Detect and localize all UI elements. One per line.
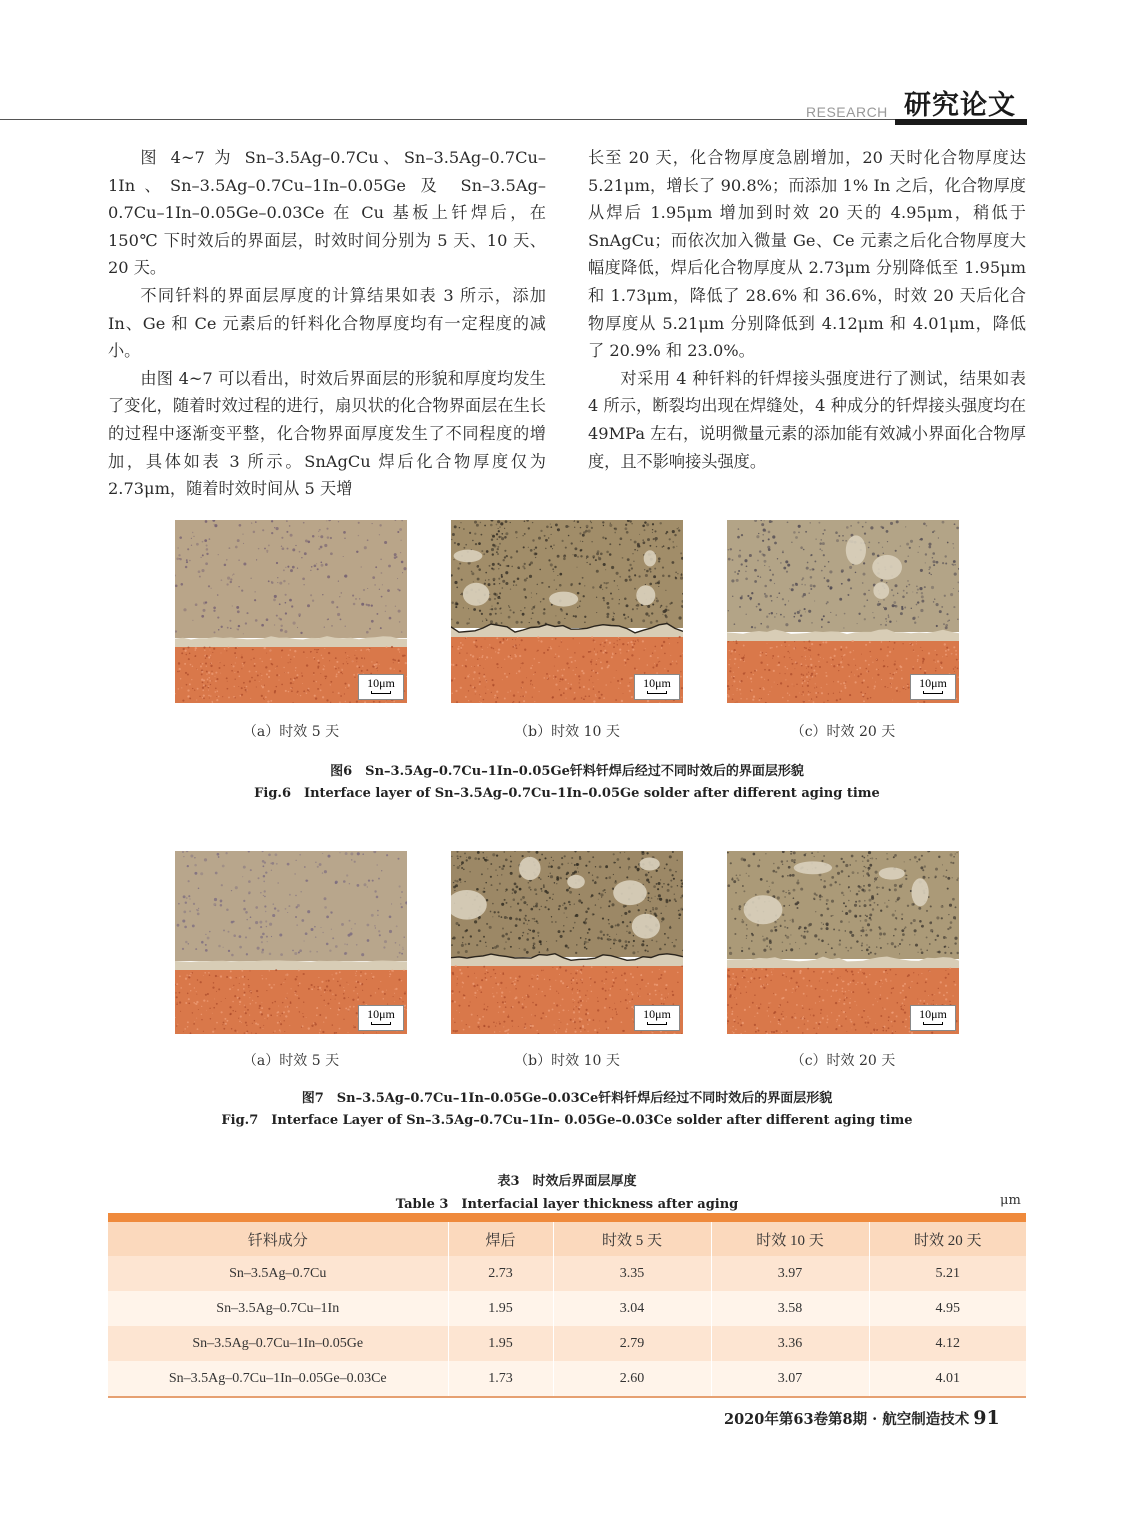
table-cell: 3.36 — [711, 1326, 869, 1361]
micrograph-fig6-b — [451, 520, 683, 703]
column-header: 时效 10 天 — [711, 1222, 869, 1256]
table-header-row — [108, 1222, 1026, 1256]
micrograph-fig6-c — [727, 520, 959, 703]
table-row — [108, 1291, 1026, 1326]
table-cell: 3.07 — [711, 1361, 869, 1397]
paragraph: 图 4~7 为 Sn–3.5Ag–0.7Cu、Sn–3.5Ag–0.7Cu–1In、Sn–3.5Ag–0.7Cu–1In–0.05Ge 及 Sn–3.5Ag–0.7Cu–1In–0.05Ge–0.03Ce 在 Cu 基板上钎焊后，在 150℃ 下时效后的界面层，时效时间分别为 5 天、10 天、20 天。 — [108, 148, 546, 278]
subcaption: （c）时效 20 天 — [790, 1053, 896, 1069]
scale-bar: 10μm — [634, 674, 680, 700]
body-column-left — [108, 144, 546, 503]
table-cell: Sn–3.5Ag–0.7Cu–1In — [108, 1291, 448, 1326]
figure-caption-en: Fig.6 Interface layer of Sn–3.5Ag–0.7Cu–1In–0.05Ge solder after different aging time — [254, 786, 880, 801]
subcaption: （c）时效 20 天 — [790, 724, 896, 740]
page-number: 91 — [973, 1407, 1000, 1429]
table-cell: 2.73 — [448, 1256, 553, 1291]
section-title: 研究论文 — [904, 90, 1016, 121]
micrograph-fig7-b — [451, 851, 683, 1034]
paragraph: 不同钎料的界面层厚度的计算结果如表 3 所示，添加 In、Ge 和 Ce 元素后的钎料化合物厚度均有一定程度的减小。 — [108, 285, 546, 361]
scale-bar: 10μm — [358, 674, 404, 700]
table-cell: Sn–3.5Ag–0.7Cu–1In–0.05Ge–0.03Ce — [108, 1361, 448, 1397]
scale-bar: 10μm — [634, 1005, 680, 1031]
column-header: 时效 5 天 — [553, 1222, 711, 1256]
table-cell: 5.21 — [869, 1256, 1026, 1291]
table-cell: 4.95 — [869, 1291, 1026, 1326]
subcaption: （a）时效 5 天 — [242, 724, 340, 740]
micrograph-fig6-a — [175, 520, 407, 703]
paragraph: 长至 20 天，化合物厚度急剧增加，20 天时化合物厚度达 5.21μm，增长了 90.8%；而添加 1% In 之后，化合物厚度从焊后 1.95μm 增加到时效 20 天的 4.95μm，稍低于 SnAgCu；而依次加入微量 Ge、Ce 元素之后化合物厚度大幅度降低，焊后化合物厚度从 2.73μm 分别降低至 1.95μm 和 1.73μm，降低了 28.6% 和 36.6%，时效 20 天后化合物厚度从 5.21μm 分别降低到 4.12μm 和 4.01μm，降低了 20.9% 和 23.0%。 — [588, 148, 1026, 361]
table-cell: 3.04 — [553, 1291, 711, 1326]
page-footer — [724, 1407, 1000, 1429]
micrograph-fig7-a — [175, 851, 407, 1034]
figure-caption-cn: 图7 Sn–3.5Ag–0.7Cu–1In–0.05Ge–0.03Ce钎料钎焊后经过不同时效后的界面层形貌 — [301, 1091, 833, 1106]
paragraph: 由图 4~7 可以看出，时效后界面层的形貌和厚度均发生了变化，随着时效过程的进行，扇贝状的化合物界面层在生长的过程中逐渐变平整，化合物界面厚度发生了不同程度的增加，具体如表 3 所示。SnAgCu 焊后化合物厚度仅为 2.73μm，随着时效时间从 5 天增 — [108, 368, 546, 499]
body-column-right — [588, 144, 1026, 475]
header-rule — [0, 119, 895, 120]
table-caption-cn: 表3 时效后界面层厚度 — [497, 1174, 637, 1189]
subcaption: （b）时效 10 天 — [514, 1053, 620, 1069]
table-cell: 3.97 — [711, 1256, 869, 1291]
table-cell: Sn–3.5Ag–0.7Cu–1In–0.05Ge — [108, 1326, 448, 1361]
micrograph-fig7-c — [727, 851, 959, 1034]
subcaption: （b）时效 10 天 — [514, 724, 620, 740]
table-row — [108, 1361, 1026, 1397]
subcaption: （a）时效 5 天 — [242, 1053, 340, 1069]
table-cell: 2.79 — [553, 1326, 711, 1361]
table-cell: Sn–3.5Ag–0.7Cu — [108, 1256, 448, 1291]
column-header: 钎料成分 — [108, 1222, 448, 1256]
table-cell: 1.73 — [448, 1361, 553, 1397]
table-unit: μm — [1000, 1193, 1021, 1208]
table-cell: 1.95 — [448, 1326, 553, 1361]
table-row — [108, 1326, 1026, 1361]
table-cell: 3.58 — [711, 1291, 869, 1326]
scale-bar: 10μm — [910, 1005, 956, 1031]
table-caption-en: Table 3 Interfacial layer thickness after aging — [395, 1197, 739, 1212]
table-top-bar — [108, 1213, 1026, 1222]
table-row — [108, 1256, 1026, 1291]
scale-bar: 10μm — [358, 1005, 404, 1031]
journal-info: 2020年第63卷第8期 · 航空制造技术 — [724, 1411, 970, 1428]
thickness-table — [108, 1222, 1026, 1398]
figure-caption-cn: 图6 Sn–3.5Ag–0.7Cu–1In–0.05Ge钎料钎焊后经过不同时效后的界面层形貌 — [330, 764, 804, 779]
scale-bar: 10μm — [910, 674, 956, 700]
table-cell: 4.01 — [869, 1361, 1026, 1397]
table-cell: 1.95 — [448, 1291, 553, 1326]
paragraph: 对采用 4 种钎料的钎焊接头强度进行了测试，结果如表 4 所示，断裂均出现在焊缝处，4 种成分的钎焊接头强度均在 49MPa 左右，说明微量元素的添加能有效减小界面化合物厚度，且不影响接头强度。 — [588, 368, 1026, 471]
table-cell: 4.12 — [869, 1326, 1026, 1361]
column-header: 焊后 — [448, 1222, 553, 1256]
table-cell: 2.60 — [553, 1361, 711, 1397]
column-header: 时效 20 天 — [869, 1222, 1026, 1256]
table-cell: 3.35 — [553, 1256, 711, 1291]
figure-caption-en: Fig.7 Interface Layer of Sn–3.5Ag–0.7Cu–1In– 0.05Ge–0.03Ce solder after different aging time — [221, 1113, 913, 1128]
header-research-label: RESEARCH — [806, 104, 888, 120]
